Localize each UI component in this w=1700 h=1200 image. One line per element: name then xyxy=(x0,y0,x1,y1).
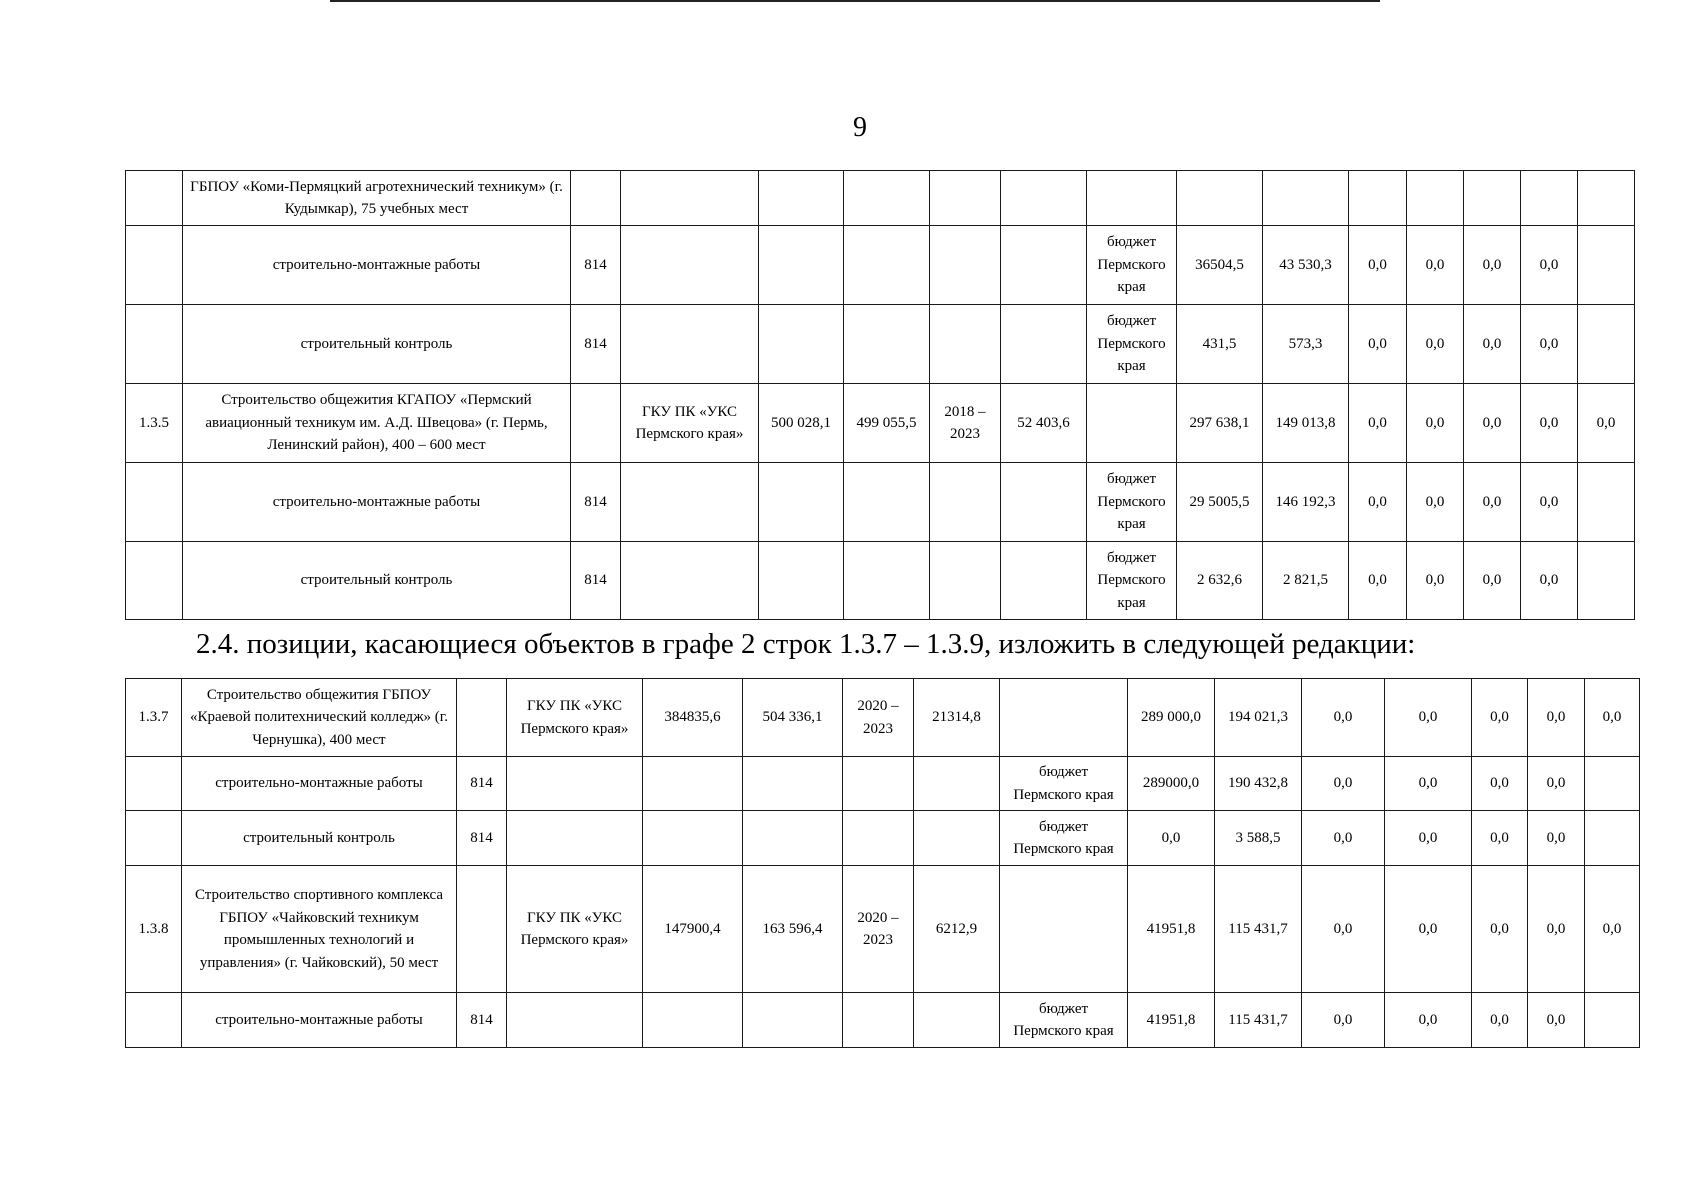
year-value-6: 0,0 xyxy=(1528,679,1585,757)
period xyxy=(930,542,1001,620)
grbs-code: 814 xyxy=(457,993,507,1048)
estimated-cost xyxy=(643,993,743,1048)
grbs-code: 814 xyxy=(571,542,621,620)
year-value-5: 0,0 xyxy=(1472,757,1528,811)
year-value-5: 0,0 xyxy=(1464,384,1521,463)
period xyxy=(843,811,914,866)
customer-cell xyxy=(507,757,643,811)
row-code xyxy=(126,993,182,1048)
estimated-cost xyxy=(643,811,743,866)
row-code xyxy=(126,305,183,384)
year-value-2: 149 013,8 xyxy=(1263,384,1349,463)
year-value-1: 36504,5 xyxy=(1177,226,1263,305)
prior-financing xyxy=(1001,542,1087,620)
object-name: Строительство общежития ГБПОУ «Краевой политехнический колледж» (г. Чернушка), 400 мест xyxy=(182,679,457,757)
year-value-2: 573,3 xyxy=(1263,305,1349,384)
year-value-6: 0,0 xyxy=(1528,757,1585,811)
funding-source: бюджет Пермского края xyxy=(1087,542,1177,620)
funding-source: бюджет Пермского края xyxy=(1000,811,1128,866)
object-name: ГБПОУ «Коми-Пермяцкий агротехнический техникум» (г. Кудымкар), 75 учебных мест xyxy=(183,171,571,226)
row-code xyxy=(126,811,182,866)
cost-value xyxy=(844,542,930,620)
cost-value xyxy=(844,226,930,305)
year-value-1: 289 000,0 xyxy=(1128,679,1215,757)
year-value-5: 0,0 xyxy=(1464,226,1521,305)
object-name: строительный контроль xyxy=(183,542,571,620)
estimated-cost xyxy=(759,542,844,620)
customer-cell xyxy=(621,171,759,226)
customer-cell: ГКУ ПК «УКС Пермского края» xyxy=(507,866,643,993)
object-name: строительно-монтажные работы xyxy=(183,463,571,542)
row-code: 1.3.5 xyxy=(126,384,183,463)
customer-cell xyxy=(621,542,759,620)
customer-cell xyxy=(621,305,759,384)
scan-top-edge xyxy=(330,0,1380,2)
table-row xyxy=(126,305,1635,384)
year-value-3: 0,0 xyxy=(1302,811,1385,866)
period: 2020 – 2023 xyxy=(843,866,914,993)
year-value-7: 0,0 xyxy=(1578,384,1635,463)
row-code xyxy=(126,757,182,811)
cost-value: 163 596,4 xyxy=(743,866,843,993)
table-row xyxy=(126,993,1640,1048)
funding-source: бюджет Пермского края xyxy=(1087,305,1177,384)
year-value-5: 0,0 xyxy=(1464,305,1521,384)
year-value-1: 29 5005,5 xyxy=(1177,463,1263,542)
page-number: 9 xyxy=(853,112,867,143)
year-value-4: 0,0 xyxy=(1407,463,1464,542)
year-value-6: 0,0 xyxy=(1521,384,1578,463)
year-value-5: 0,0 xyxy=(1472,993,1528,1048)
year-value-1: 41951,8 xyxy=(1128,866,1215,993)
year-value-6: 0,0 xyxy=(1528,993,1585,1048)
period xyxy=(843,757,914,811)
year-value-6: 0,0 xyxy=(1521,226,1578,305)
year-value-2 xyxy=(1263,171,1349,226)
grbs-code: 814 xyxy=(571,226,621,305)
year-value-2: 115 431,7 xyxy=(1215,993,1302,1048)
year-value-4: 0,0 xyxy=(1407,542,1464,620)
year-value-7 xyxy=(1578,226,1635,305)
grbs-code: 814 xyxy=(571,463,621,542)
year-value-6: 0,0 xyxy=(1521,305,1578,384)
funding-source: бюджет Пермского края xyxy=(1000,993,1128,1048)
year-value-7 xyxy=(1578,463,1635,542)
period: 2020 – 2023 xyxy=(843,679,914,757)
object-name: строительно-монтажные работы xyxy=(182,993,457,1048)
period: 2018 – 2023 xyxy=(930,384,1001,463)
object-name: строительный контроль xyxy=(183,305,571,384)
customer-cell xyxy=(507,811,643,866)
funding-source xyxy=(1087,171,1177,226)
period xyxy=(930,305,1001,384)
year-value-5: 0,0 xyxy=(1472,811,1528,866)
year-value-2: 3 588,5 xyxy=(1215,811,1302,866)
year-value-7 xyxy=(1578,171,1635,226)
year-value-1: 289000,0 xyxy=(1128,757,1215,811)
year-value-4: 0,0 xyxy=(1407,305,1464,384)
year-value-7 xyxy=(1578,542,1635,620)
table-row xyxy=(126,811,1640,866)
funding-source: бюджет Пермского края xyxy=(1000,757,1128,811)
table-row xyxy=(126,384,1635,463)
table-row xyxy=(126,866,1640,993)
prior-financing xyxy=(914,993,1000,1048)
year-value-3: 0,0 xyxy=(1302,757,1385,811)
year-value-4: 0,0 xyxy=(1407,384,1464,463)
year-value-5: 0,0 xyxy=(1472,866,1528,993)
prior-financing: 21314,8 xyxy=(914,679,1000,757)
prior-financing xyxy=(914,757,1000,811)
funding-source xyxy=(1087,384,1177,463)
table-row xyxy=(126,542,1635,620)
estimated-cost: 384835,6 xyxy=(643,679,743,757)
year-value-1: 41951,8 xyxy=(1128,993,1215,1048)
cost-value xyxy=(743,811,843,866)
cost-value xyxy=(844,463,930,542)
period xyxy=(930,463,1001,542)
year-value-6 xyxy=(1521,171,1578,226)
year-value-3: 0,0 xyxy=(1349,542,1407,620)
estimated-cost xyxy=(759,226,844,305)
budget-table-1 xyxy=(125,170,1635,620)
budget-table-2 xyxy=(125,678,1640,1048)
row-code xyxy=(126,171,183,226)
row-code xyxy=(126,463,183,542)
customer-cell xyxy=(621,226,759,305)
customer-cell xyxy=(621,463,759,542)
year-value-5: 0,0 xyxy=(1472,679,1528,757)
row-code: 1.3.7 xyxy=(126,679,182,757)
year-value-6: 0,0 xyxy=(1521,542,1578,620)
year-value-7 xyxy=(1585,757,1640,811)
year-value-3: 0,0 xyxy=(1349,384,1407,463)
customer-cell: ГКУ ПК «УКС Пермского края» xyxy=(507,679,643,757)
year-value-3: 0,0 xyxy=(1302,679,1385,757)
object-name: Строительство общежития КГАПОУ «Пермский авиационный техникум им. А.Д. Швецова» (г. Пермь, Ленинский район), 400 – 600 мест xyxy=(183,384,571,463)
table-row xyxy=(126,757,1640,811)
prior-financing xyxy=(1001,463,1087,542)
year-value-3: 0,0 xyxy=(1349,305,1407,384)
year-value-5 xyxy=(1464,171,1521,226)
year-value-7 xyxy=(1578,305,1635,384)
year-value-6: 0,0 xyxy=(1521,463,1578,542)
estimated-cost xyxy=(759,463,844,542)
year-value-4: 0,0 xyxy=(1385,993,1472,1048)
year-value-3: 0,0 xyxy=(1349,226,1407,305)
year-value-4: 0,0 xyxy=(1407,226,1464,305)
year-value-4: 0,0 xyxy=(1385,811,1472,866)
row-code xyxy=(126,226,183,305)
year-value-3: 0,0 xyxy=(1302,866,1385,993)
grbs-code xyxy=(571,171,621,226)
year-value-1: 297 638,1 xyxy=(1177,384,1263,463)
cost-value: 499 055,5 xyxy=(844,384,930,463)
period xyxy=(930,171,1001,226)
grbs-code: 814 xyxy=(457,757,507,811)
prior-financing: 52 403,6 xyxy=(1001,384,1087,463)
estimated-cost xyxy=(759,171,844,226)
table-row xyxy=(126,226,1635,305)
estimated-cost: 147900,4 xyxy=(643,866,743,993)
table-row xyxy=(126,679,1640,757)
customer-cell: ГКУ ПК «УКС Пермского края» xyxy=(621,384,759,463)
year-value-3: 0,0 xyxy=(1349,463,1407,542)
estimated-cost: 500 028,1 xyxy=(759,384,844,463)
year-value-6: 0,0 xyxy=(1528,811,1585,866)
year-value-3 xyxy=(1349,171,1407,226)
prior-financing xyxy=(1001,305,1087,384)
year-value-2: 115 431,7 xyxy=(1215,866,1302,993)
year-value-7: 0,0 xyxy=(1585,866,1640,993)
year-value-2: 43 530,3 xyxy=(1263,226,1349,305)
prior-financing xyxy=(914,811,1000,866)
object-name: Строительство спортивного комплекса ГБПОУ «Чайковский техникум промышленных технологий и управления» (г. Чайковский), 50 мест xyxy=(182,866,457,993)
year-value-5: 0,0 xyxy=(1464,463,1521,542)
object-name: строительный контроль xyxy=(182,811,457,866)
grbs-code xyxy=(571,384,621,463)
prior-financing: 6212,9 xyxy=(914,866,1000,993)
estimated-cost xyxy=(759,305,844,384)
year-value-4 xyxy=(1407,171,1464,226)
year-value-2: 194 021,3 xyxy=(1215,679,1302,757)
year-value-1: 431,5 xyxy=(1177,305,1263,384)
table-row xyxy=(126,463,1635,542)
year-value-7 xyxy=(1585,993,1640,1048)
prior-financing xyxy=(1001,171,1087,226)
cost-value xyxy=(743,757,843,811)
year-value-3: 0,0 xyxy=(1302,993,1385,1048)
object-name: строительно-монтажные работы xyxy=(182,757,457,811)
cost-value xyxy=(844,171,930,226)
year-value-7 xyxy=(1585,811,1640,866)
funding-source xyxy=(1000,679,1128,757)
estimated-cost xyxy=(643,757,743,811)
cost-value: 504 336,1 xyxy=(743,679,843,757)
section-heading: 2.4. позиции, касающиеся объектов в графе 2 строк 1.3.7 – 1.3.9, изложить в следующей редакции: xyxy=(196,628,1416,660)
year-value-5: 0,0 xyxy=(1464,542,1521,620)
grbs-code xyxy=(457,866,507,993)
table-row xyxy=(126,171,1635,226)
row-code: 1.3.8 xyxy=(126,866,182,993)
year-value-2: 190 432,8 xyxy=(1215,757,1302,811)
row-code xyxy=(126,542,183,620)
year-value-6: 0,0 xyxy=(1528,866,1585,993)
grbs-code: 814 xyxy=(457,811,507,866)
year-value-7: 0,0 xyxy=(1585,679,1640,757)
year-value-4: 0,0 xyxy=(1385,757,1472,811)
prior-financing xyxy=(1001,226,1087,305)
customer-cell xyxy=(507,993,643,1048)
year-value-4: 0,0 xyxy=(1385,866,1472,993)
funding-source: бюджет Пермского края xyxy=(1087,226,1177,305)
grbs-code xyxy=(457,679,507,757)
period xyxy=(930,226,1001,305)
funding-source: бюджет Пермского края xyxy=(1087,463,1177,542)
funding-source xyxy=(1000,866,1128,993)
grbs-code: 814 xyxy=(571,305,621,384)
cost-value xyxy=(844,305,930,384)
object-name: строительно-монтажные работы xyxy=(183,226,571,305)
cost-value xyxy=(743,993,843,1048)
year-value-4: 0,0 xyxy=(1385,679,1472,757)
period xyxy=(843,993,914,1048)
year-value-1: 0,0 xyxy=(1128,811,1215,866)
year-value-1 xyxy=(1177,171,1263,226)
year-value-2: 2 821,5 xyxy=(1263,542,1349,620)
year-value-2: 146 192,3 xyxy=(1263,463,1349,542)
year-value-1: 2 632,6 xyxy=(1177,542,1263,620)
